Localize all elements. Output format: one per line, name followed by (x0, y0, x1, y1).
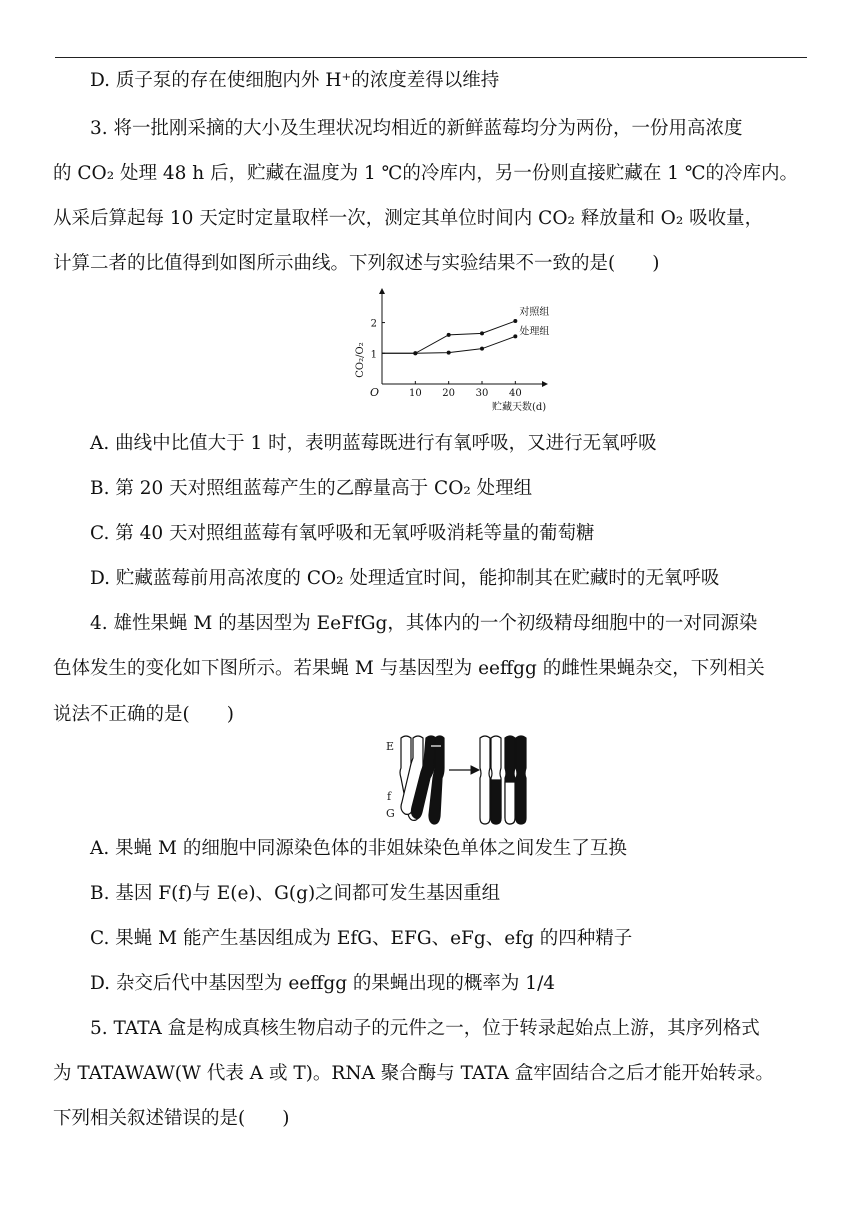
data-point (447, 351, 451, 355)
chromosome-crossover-figure (383, 732, 528, 830)
question-4-stem-2: 色体发生的变化如下图所示。若果蝇 M 与基因型为 eeffgg 的雌性果蝇杂交，下列相关 (53, 658, 765, 679)
chromosomes-before (400, 736, 444, 824)
x-tick-label: 40 (508, 388, 522, 399)
option-d-q2: D. 质子泵的存在使细胞内外 H⁺的浓度差得以维持 (90, 70, 500, 91)
question-5-stem-3: 下列相关叙述错误的是( ) (53, 1108, 290, 1129)
arrow-icon (449, 766, 479, 774)
option-d-q4: D. 杂交后代中基因型为 eeffgg 的果蝇出现的概率为 1/4 (90, 973, 556, 994)
series-line-0 (382, 321, 515, 353)
y-tick-label: 1 (370, 349, 377, 361)
chromosomes-after (480, 736, 526, 824)
series-label-1: 处理组 (519, 326, 550, 338)
gene-label-g: G (386, 807, 395, 820)
question-3-stem-4: 计算二者的比值得到如图所示曲线。下列叙述与实验结果不一致的是( ) (53, 253, 660, 274)
x-tick-label: 20 (442, 388, 456, 399)
x-axis-label: 贮藏天数(d) (492, 402, 547, 413)
question-4-stem-1: 4. 雄性果蝇 M 的基因型为 EeFfGg，其体内的一个初级精母细胞中的一对同源染 (90, 613, 758, 634)
gene-label-f: f (387, 790, 392, 803)
question-3-stem-3: 从采后算起每 10 天定时定量取样一次，测定其单位时间内 CO₂ 释放量和 O₂ 吸收量， (53, 208, 764, 229)
y-axis-arrow (379, 288, 385, 294)
data-point (513, 334, 517, 338)
x-tick-label: 30 (475, 388, 489, 399)
x-tick-label: 10 (408, 388, 422, 399)
option-c-q4: C. 果蝇 M 能产生基因组成为 EfG、EFG、eFg、efg 的四种精子 (90, 928, 633, 949)
question-5-stem-1: 5. TATA 盒是构成真核生物启动子的元件之一，位于转录起始点上游，其序列格式 (90, 1018, 760, 1039)
data-point (447, 333, 451, 337)
question-4-stem-3: 说法不正确的是( ) (53, 704, 234, 725)
respiration-ratio-chart (340, 288, 560, 416)
data-point (480, 331, 484, 335)
option-b-q4: B. 基因 F(f)与 E(e)、G(g)之间都可发生基因重组 (90, 883, 501, 904)
y-tick-label: 2 (370, 318, 377, 330)
origin-label: O (370, 386, 380, 399)
data-point (413, 351, 417, 355)
option-c-q3: C. 第 40 天对照组蓝莓有氧呼吸和无氧呼吸消耗等量的葡萄糖 (90, 523, 595, 544)
data-point (480, 347, 484, 351)
x-axis-arrow (542, 381, 548, 387)
option-d-q3: D. 贮藏蓝莓前用高浓度的 CO₂ 处理适宜时间，能抑制其在贮藏时的无氧呼吸 (90, 568, 720, 589)
series-label-0: 对照组 (519, 307, 550, 319)
gene-label-e: E (386, 740, 395, 753)
y-axis-label: CO₂/O₂ (355, 342, 366, 378)
option-a-q3: A. 曲线中比值大于 1 时，表明蓝莓既进行有氧呼吸，又进行无氧呼吸 (90, 433, 657, 454)
data-point (513, 319, 517, 323)
question-3-stem-1: 3. 将一批刚采摘的大小及生理状况均相近的新鲜蓝莓均分为两份，一份用高浓度 (90, 118, 743, 139)
question-5-stem-2: 为 TATAWAW(W 代表 A 或 T)。RNA 聚合酶与 TATA 盒牢固结合之后才能开始转录。 (53, 1063, 774, 1084)
header-rule (55, 57, 807, 58)
option-b-q3: B. 第 20 天对照组蓝莓产生的乙醇量高于 CO₂ 处理组 (90, 478, 533, 499)
option-a-q4: A. 果蝇 M 的细胞中同源染色体的非姐妹染色单体之间发生了互换 (90, 838, 627, 859)
question-3-stem-2: 的 CO₂ 处理 48 h 后，贮藏在温度为 1 ℃的冷库内，另一份则直接贮藏在 1 ℃的冷库内。 (53, 163, 799, 184)
